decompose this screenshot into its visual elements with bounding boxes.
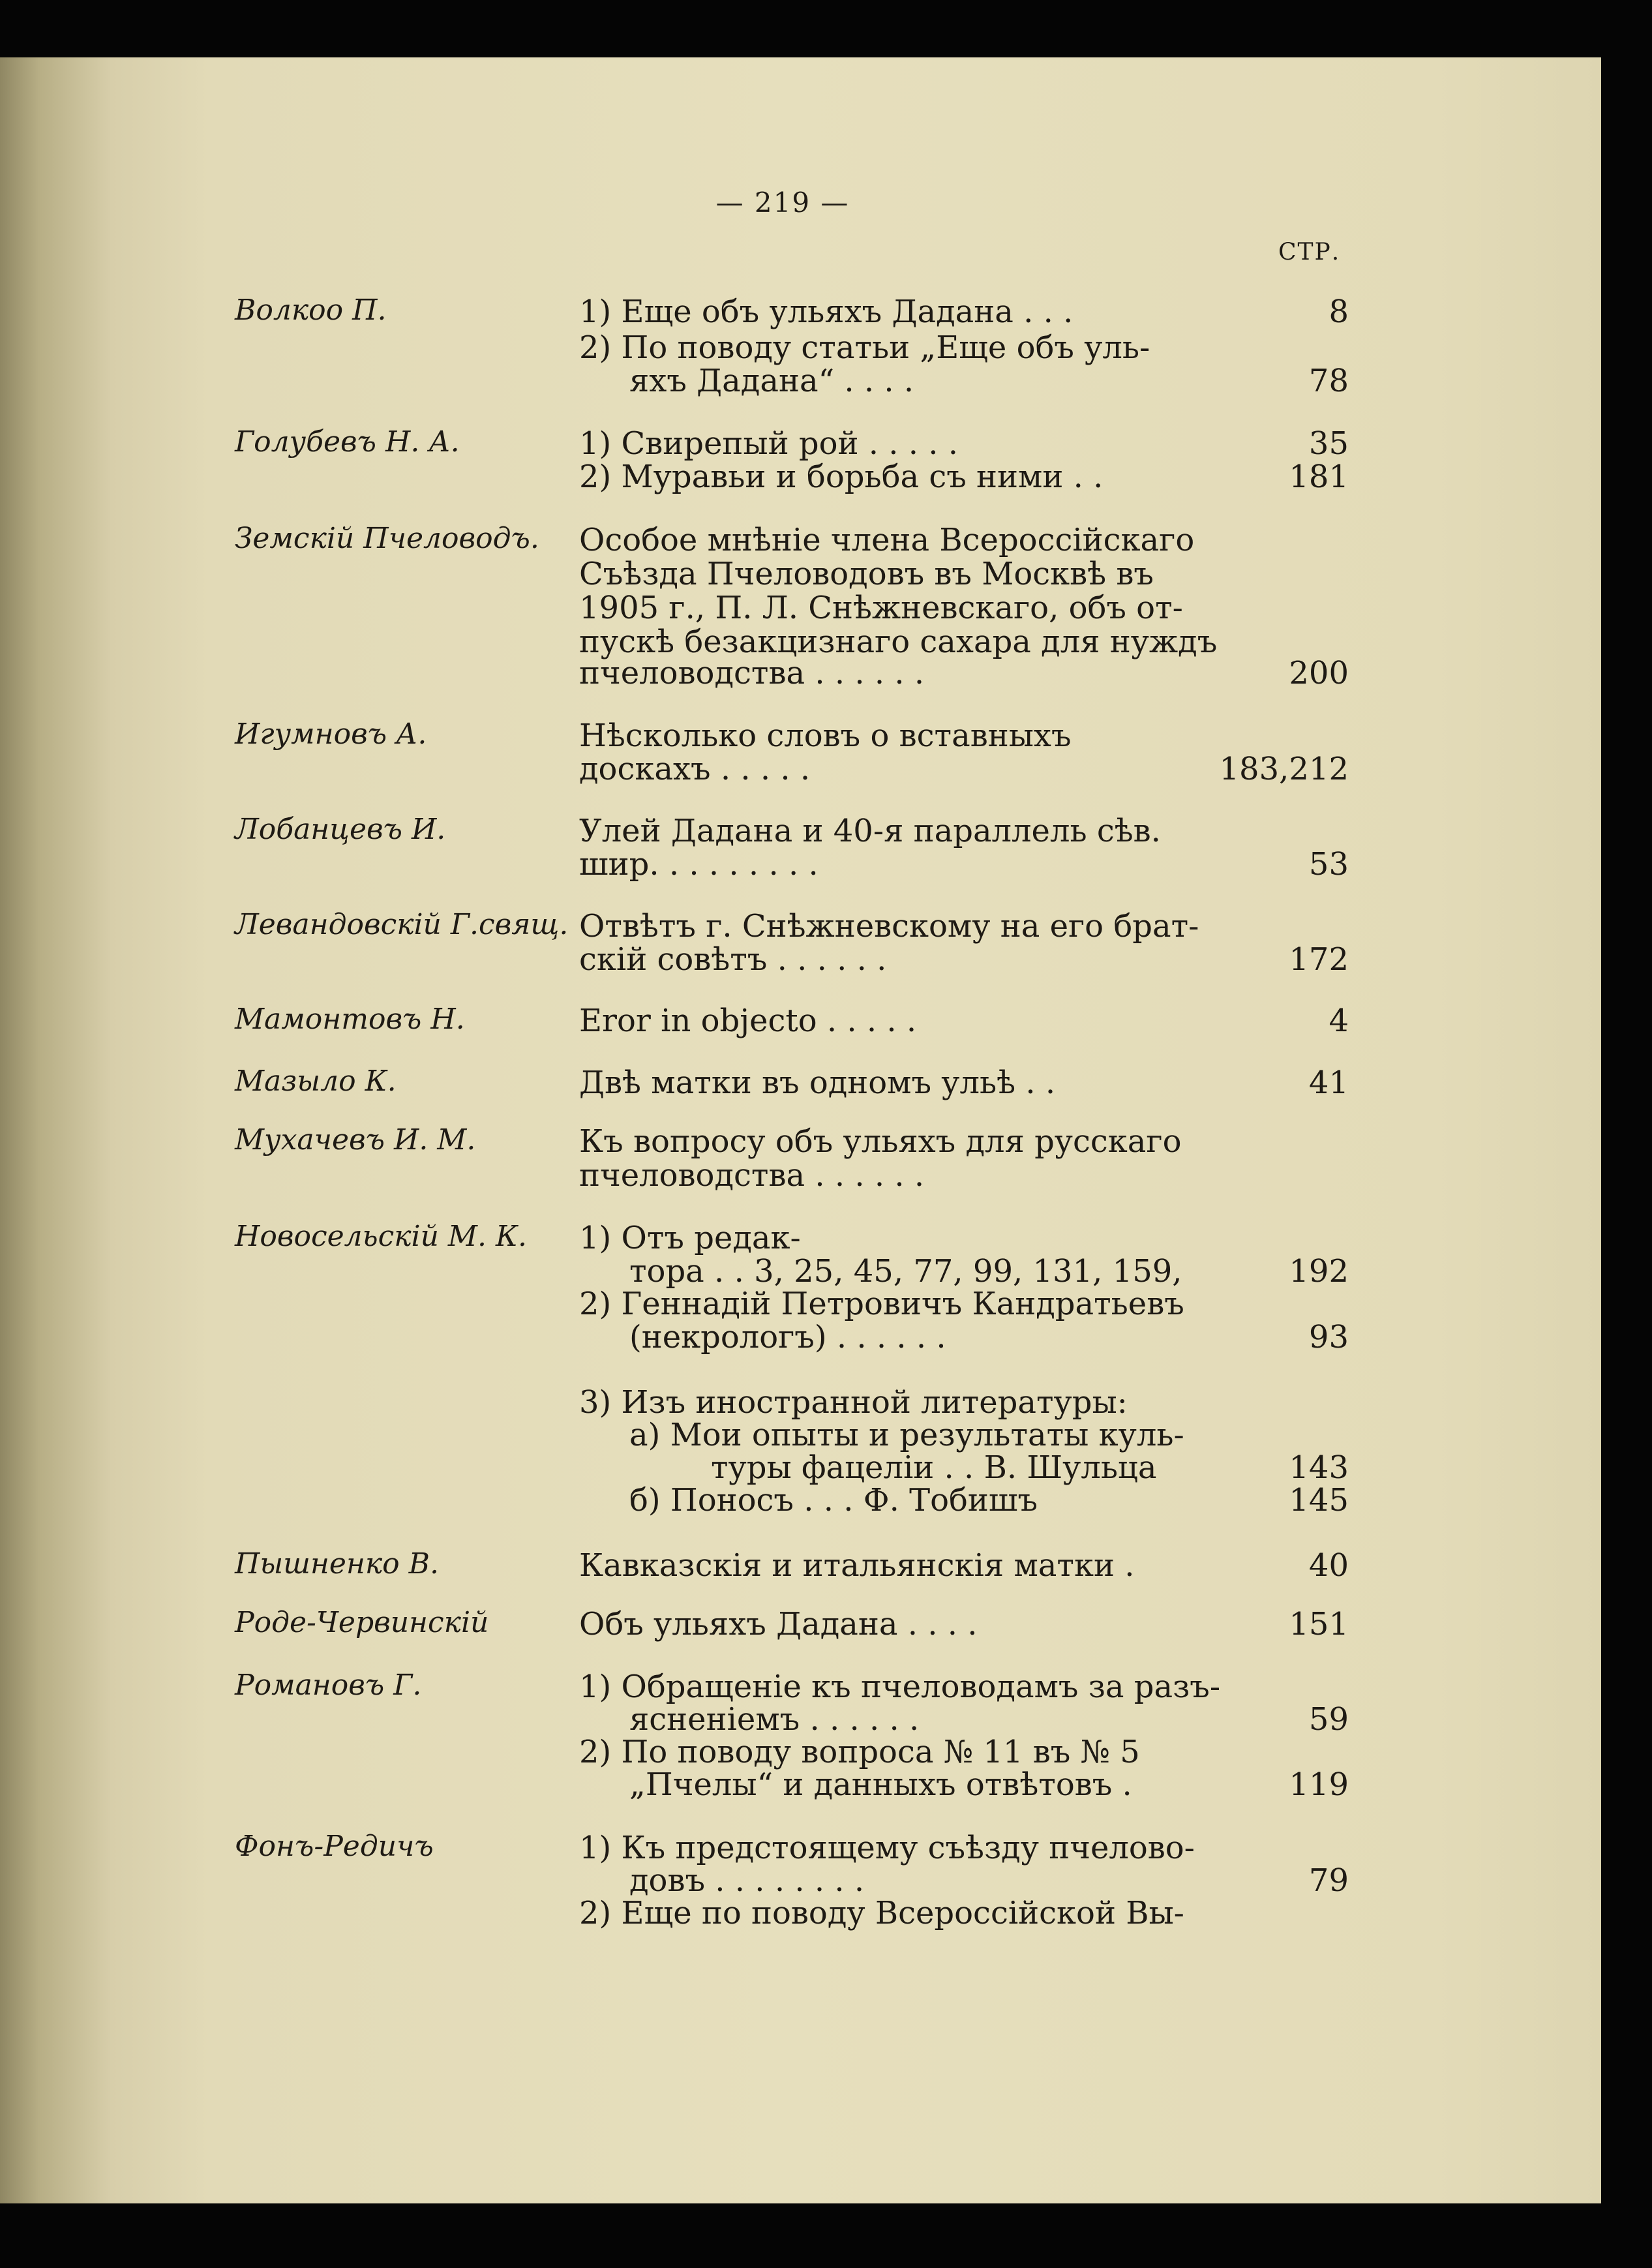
entry-line: довъ . . . . . . . . 79 bbox=[629, 1862, 1349, 1899]
author-name: Волкоо П. bbox=[235, 294, 387, 327]
entry-line: б) Поносъ . . . Ф. Тобишъ 145 bbox=[629, 1482, 1349, 1519]
entry-line: 2) По поводу вопроса № 11 въ № 5 bbox=[579, 1734, 1140, 1770]
page-ref: 200 bbox=[1289, 655, 1349, 691]
page-ref: 172 bbox=[1289, 941, 1349, 978]
author-name: Лобанцевъ И. bbox=[235, 813, 446, 846]
page-ref: 183,212 bbox=[1219, 751, 1349, 787]
entry-line: „Пчелы“ и данныхъ отвѣтовъ . 119 bbox=[629, 1766, 1349, 1803]
author-name: Мамонтовъ Н. bbox=[235, 1003, 465, 1036]
entry-line: пускѣ безакцизнаго сахара для нуждъ bbox=[579, 624, 1218, 660]
page-ref: 40 bbox=[1308, 1547, 1349, 1584]
entry-line: 2) Геннадій Петровичъ Кандратьевъ bbox=[579, 1286, 1184, 1322]
entry-line: а) Мои опыты и результаты куль- bbox=[629, 1417, 1184, 1453]
entry-line: Отвѣтъ г. Снѣжневскому на его брат- bbox=[579, 908, 1199, 945]
entry-line: Объ ульяхъ Дадана . . . . 151 bbox=[579, 1606, 1349, 1642]
author-name: Игумновъ А. bbox=[235, 718, 427, 751]
author-name: Мухачевъ И. М. bbox=[235, 1123, 476, 1157]
author-name: Мазыло К. bbox=[235, 1065, 397, 1098]
entry-line: Нѣсколько словъ о вставныхъ bbox=[579, 718, 1072, 754]
page-ref: 143 bbox=[1289, 1449, 1349, 1486]
author-name: Левандовскій Г.свящ. bbox=[235, 908, 569, 941]
entry-line: 1) Обращеніе къ пчеловодамъ за разъ- bbox=[579, 1669, 1221, 1705]
entry-line: ясненіемъ . . . . . . 59 bbox=[629, 1701, 1349, 1738]
entry-line: 1) Отъ редак- bbox=[579, 1220, 801, 1256]
page-ref: 8 bbox=[1329, 294, 1349, 330]
entry-line: пчеловодства . . . . . . bbox=[579, 1157, 925, 1194]
entry-line: 2) По поводу статьи „Еще объ уль- bbox=[579, 329, 1150, 366]
entry-line: 3) Изъ иностранной литературы: bbox=[579, 1384, 1128, 1421]
page-ref: 41 bbox=[1308, 1065, 1349, 1101]
page-column-label: СТР. bbox=[1278, 239, 1341, 265]
entry-line: Eror in objecto . . . . . 4 bbox=[579, 1003, 1349, 1039]
entry-line: Улей Дадана и 40-я параллель сѣв. bbox=[579, 813, 1161, 849]
page-ref: 192 bbox=[1289, 1253, 1349, 1290]
entry-line: тора . . 3, 25, 45, 77, 99, 131, 159, 192 bbox=[629, 1253, 1349, 1290]
entry-line: Съѣзда Пчеловодовъ въ Москвѣ въ bbox=[579, 556, 1154, 592]
page-ref: 35 bbox=[1308, 425, 1349, 462]
author-name: Романовъ Г. bbox=[235, 1669, 422, 1702]
author-name: Роде-Червинскій bbox=[235, 1606, 489, 1639]
page-ref: 78 bbox=[1308, 363, 1349, 399]
author-name: Голубевъ Н. А. bbox=[235, 425, 460, 459]
entry-line: 1) Къ предстоящему съѣзду пчелово- bbox=[579, 1830, 1195, 1866]
page-ref: 59 bbox=[1308, 1701, 1349, 1738]
page-ref: 53 bbox=[1308, 846, 1349, 883]
entry-line: шир. . . . . . . . . 53 bbox=[579, 846, 1349, 883]
entry-line: 1) Свирепый рой . . . . . 35 bbox=[579, 425, 1349, 462]
entry-line: Кавказскія и итальянскія матки . 40 bbox=[579, 1547, 1349, 1584]
page-number: — 219 — bbox=[715, 187, 850, 219]
page-ref: 119 bbox=[1289, 1766, 1349, 1803]
author-name: Фонъ-Редичъ bbox=[235, 1830, 434, 1863]
entry-line: Двѣ матки въ одномъ ульѣ . . 41 bbox=[579, 1065, 1349, 1101]
entry-line: Къ вопросу объ ульяхъ для русскаго bbox=[579, 1123, 1182, 1160]
entry-line: 1) Еще объ ульяхъ Дадана . . . 8 bbox=[579, 294, 1349, 330]
page-ref: 151 bbox=[1289, 1606, 1349, 1642]
entry-line: туры фацеліи . . В. Шульца 143 bbox=[711, 1449, 1349, 1486]
author-name: Пышненко В. bbox=[235, 1547, 439, 1580]
entry-line: Особое мнѣніе члена Всероссійскаго bbox=[579, 522, 1195, 558]
entry-line: пчеловодства . . . . . . 200 bbox=[579, 655, 1349, 691]
author-name: Новосельскій М. К. bbox=[235, 1220, 527, 1253]
page-ref: 4 bbox=[1329, 1003, 1349, 1039]
entry-line: 2) Муравьи и борьба съ ними . . 181 bbox=[579, 459, 1349, 495]
page-ref: 145 bbox=[1289, 1482, 1349, 1519]
page-ref: 181 bbox=[1289, 459, 1349, 495]
entry-line: яхъ Дадана“ . . . . 78 bbox=[629, 363, 1349, 399]
entry-line: скій совѣтъ . . . . . . 172 bbox=[579, 941, 1349, 978]
page-ref: 79 bbox=[1308, 1862, 1349, 1899]
entry-line: 2) Еще по поводу Всероссійской Вы- bbox=[579, 1895, 1184, 1931]
entry-line: (некрологъ) . . . . . . 93 bbox=[629, 1319, 1349, 1355]
entry-line: 1905 г., П. Л. Снѣжневскаго, объ от- bbox=[579, 590, 1183, 626]
author-name: Земскій Пчеловодъ. bbox=[235, 522, 539, 555]
page-ref: 93 bbox=[1308, 1319, 1349, 1355]
entry-line: доскахъ . . . . . 183,212 bbox=[579, 751, 1349, 787]
